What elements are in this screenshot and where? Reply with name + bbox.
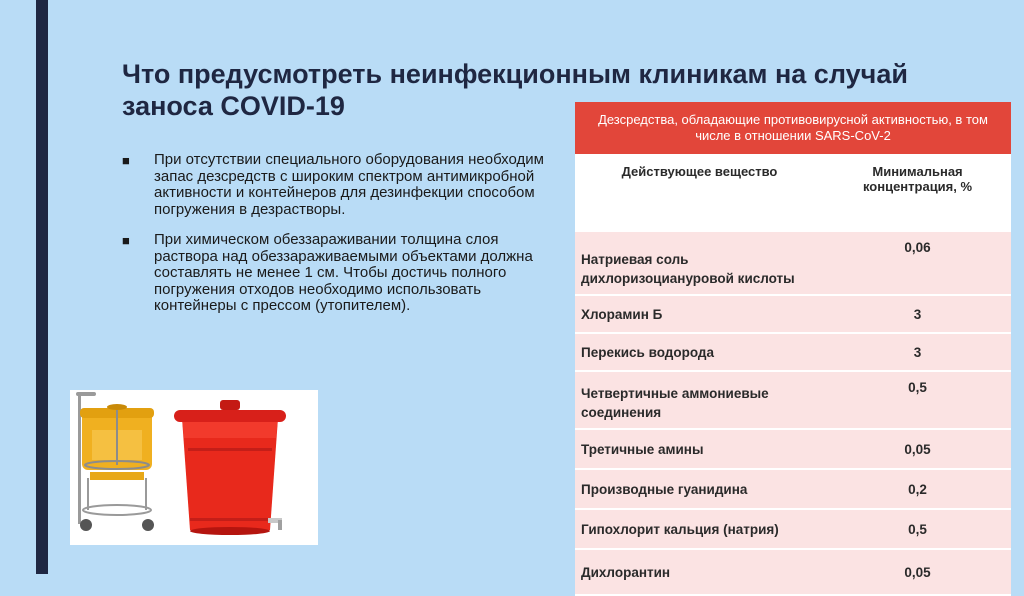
disinfection-trolley-image	[76, 392, 154, 531]
table-header: Дезсредства, обладающие противовирусной активностью, в том числе в отношении SARS-CoV-2	[575, 102, 1011, 155]
slide-title: Что предусмотреть неинфекционным клиникам на случай заноса COVID-19	[122, 59, 908, 121]
substance-cell: Производные гуанидина	[575, 469, 824, 509]
column-header-concentration: Минимальная концентрация, %	[824, 155, 1011, 231]
table-row	[575, 509, 1011, 549]
table-row	[575, 333, 1011, 371]
concentration-cell: 0,5	[824, 371, 1011, 429]
bullet-marker: ■	[122, 233, 130, 248]
bullet-text: При химическом обеззараживании толщина слоя раствора над обеззараживаемыми объектами должна составлять не менее 1 см. Чтобы достичь полного погружения отходов необходимо использовать контейнеры с прессом (утопителем).	[154, 231, 533, 314]
column-header-row	[575, 155, 1011, 231]
disinfectants-table	[575, 102, 1011, 596]
table-row	[575, 469, 1011, 509]
containers-photo	[70, 390, 318, 545]
bullet-item	[118, 152, 548, 218]
red-bucket-image	[174, 400, 286, 535]
substance-cell: Хлорамин Б	[575, 295, 824, 333]
bullet-marker: ■	[122, 153, 130, 168]
substance-cell: Гипохлорит кальция (натрия)	[575, 509, 824, 549]
bullet-list	[118, 152, 548, 329]
substance-cell: Третичные амины	[575, 429, 824, 469]
concentration-cell: 0,06	[824, 231, 1011, 295]
substance-cell: Натриевая соль дихлоризоциануровой кислоты	[575, 231, 824, 295]
substance-cell: Дихлорантин	[575, 549, 824, 595]
table-row	[575, 295, 1011, 333]
table-row	[575, 429, 1011, 469]
concentration-cell: 0,2	[824, 469, 1011, 509]
concentration-cell: 0,05	[824, 429, 1011, 469]
concentration-cell: 3	[824, 333, 1011, 371]
bullet-text: При отсутствии специального оборудования необходим запас дезсредств с широким спектром антимикробной активности и контейнеров для дезинфекции способом погружения в дезрастворы.	[154, 151, 544, 218]
table-row	[575, 231, 1011, 295]
table	[575, 102, 1011, 596]
substance-cell: Перекись водорода	[575, 333, 824, 371]
column-header-substance: Действующее вещество	[575, 155, 824, 231]
concentration-cell: 0,05	[824, 549, 1011, 595]
bullet-item	[118, 232, 548, 315]
table-row	[575, 549, 1011, 595]
concentration-cell: 0,5	[824, 509, 1011, 549]
table-row	[575, 371, 1011, 429]
substance-cell: Четвертичные аммониевые соединения	[575, 371, 824, 429]
accent-bar	[36, 0, 48, 574]
concentration-cell: 3	[824, 295, 1011, 333]
